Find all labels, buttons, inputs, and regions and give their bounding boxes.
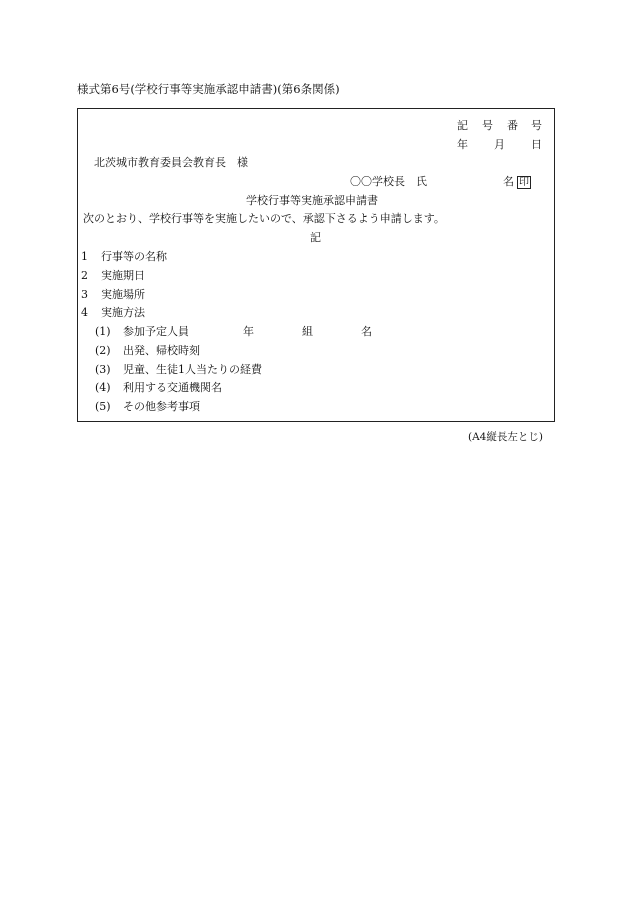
sub-list-item: [95, 401, 200, 412]
item-label: 実施方法: [101, 306, 145, 319]
applicant-name-label: 名: [503, 175, 514, 188]
addressee: 北茨城市教育委員会教育長 様: [94, 156, 248, 169]
list-item: [81, 289, 145, 300]
sub-list-item: [95, 326, 189, 337]
subitem-label: 出発、帰校時刻: [123, 344, 200, 357]
ban-char: 番: [507, 119, 518, 132]
subitem-number: (3): [95, 363, 111, 376]
subitem-number: (2): [95, 344, 111, 357]
form-heading: 様式第6号(学校行事等実施承認申請書)(第6条関係): [77, 82, 340, 96]
binding-note: (A4縦長左とじ): [468, 431, 543, 443]
item-number: 3: [81, 288, 88, 301]
participants-class: 組: [302, 325, 313, 338]
subitem-label: 参加予定人員: [123, 325, 189, 338]
item-number: 1: [81, 250, 88, 263]
item-label: 実施期日: [101, 269, 145, 282]
subitem-number: (4): [95, 381, 111, 394]
subitem-label: 児童、生徒1人当たりの経費: [123, 363, 262, 376]
list-item: [81, 270, 145, 281]
participants-count: 名: [361, 325, 372, 338]
document-title: 学校行事等実施承認申請書: [246, 194, 378, 207]
sub-list-item: [95, 345, 200, 356]
go-char-1: 号: [482, 119, 493, 132]
kigo-char: 記: [457, 119, 468, 132]
go-char-2: 号: [531, 119, 542, 132]
list-item: [81, 307, 145, 318]
subitem-number: (1): [95, 325, 111, 338]
item-number: 4: [81, 306, 88, 319]
year-char: 年: [457, 138, 468, 151]
ki-heading: 記: [310, 231, 321, 244]
applicant-label: 〇〇学校長 氏: [350, 175, 427, 188]
item-number: 2: [81, 269, 88, 282]
body-text: 次のとおり、学校行事等を実施したいので、承認下さるよう申請します。: [83, 212, 445, 225]
day-char: 日: [531, 138, 542, 151]
item-label: 実施場所: [101, 288, 145, 301]
seal-mark: 印: [519, 177, 529, 188]
sub-list-item: [95, 382, 222, 393]
participants-year: 年: [243, 325, 254, 338]
month-char: 月: [494, 138, 505, 151]
sub-list-item: [95, 364, 262, 375]
subitem-label: 利用する交通機関名: [123, 381, 222, 394]
applicant-name-area: [503, 176, 531, 189]
subitem-number: (5): [95, 400, 111, 413]
subitem-label: その他参考事項: [123, 400, 200, 413]
list-item: [81, 251, 167, 262]
item-label: 行事等の名称: [101, 250, 167, 263]
